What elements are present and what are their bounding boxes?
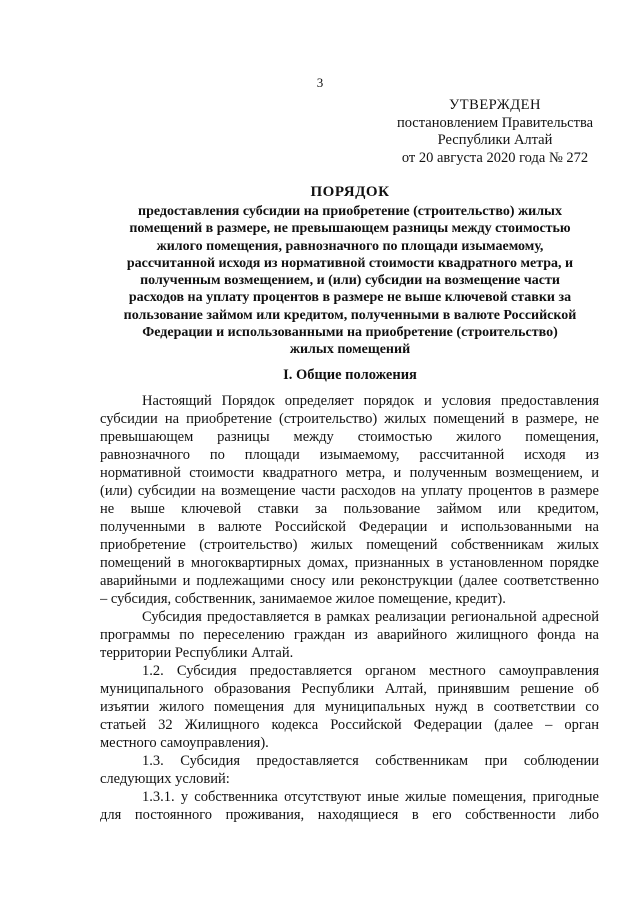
body-line: – субсидия, собственник, занимаемое жилое помещение, кредит).	[100, 591, 506, 607]
body-line: субсидии на приобретение (строительство) жилых помещений в размере, не	[100, 411, 599, 427]
subtitle-line: расходов на уплату процентов в размере не выше ключевой ставки за	[128, 290, 572, 306]
approval-line-1: УТВЕРЖДЕН	[449, 97, 541, 113]
body-line: помещений в многоквартирных домах, признанных в установленном порядке	[100, 555, 599, 571]
body-line: статьей 32 Жилищного кодекса Российской Федерации (далее – орган	[100, 717, 599, 733]
body-line: равнозначного по площади изымаемому, рассчитанной исходя из	[100, 447, 599, 463]
approval-line-4: от 20 августа 2020 года № 272	[401, 149, 589, 166]
body-line: превышающем разницы между стоимостью жилого помещения,	[100, 429, 599, 445]
body-line: (или) субсидии на возмещение части расходов на уплату процентов в размере	[100, 483, 599, 499]
subtitle-line: жилых помещений	[289, 342, 411, 358]
body-line: следующих условий:	[100, 771, 230, 787]
subtitle-line: жилого помещения, равнозначного по площади изымаемому,	[156, 238, 544, 254]
body-line: 1.3.1. у собственника отсутствуют иные жилые помещения, пригодные	[142, 789, 599, 805]
body-line: не выше ключевой ставки за пользование займом или кредитом,	[100, 501, 599, 517]
body-line: Настоящий Порядок определяет порядок и условия предоставления	[142, 393, 599, 409]
body-text	[100, 392, 599, 824]
body-line: программы по переселению граждан из аварийного жилищного фонда на	[100, 627, 599, 643]
approval-line-2: постановлением Правительства	[396, 114, 594, 131]
body-line: полученными в валюте Российской Федерации и использованными на	[100, 519, 599, 535]
body-line: приобретение (строительство) жилых помещений собственникам жилых	[100, 537, 599, 553]
body-line: 1.3. Субсидия предоставляется собственникам при соблюдении	[142, 753, 599, 769]
body-line: нормативной стоимости квадратного метра, и полученным возмещением, и	[100, 465, 599, 481]
document-title-block	[100, 183, 600, 359]
subtitle-line: пользование займом или кредитом, полученными в валюте Российской	[123, 307, 577, 323]
body-line: для постоянного проживания, находящиеся в его собственности либо	[100, 807, 599, 823]
body-line: Субсидия предоставляется в рамках реализации региональной адресной	[142, 609, 599, 625]
document-title: ПОРЯДОК	[310, 184, 390, 200]
subtitle-line: полученным возмещением, и (или) субсидии на возмещение части	[140, 273, 560, 289]
body-line: территории Республики Алтай.	[100, 645, 294, 661]
approval-stamp	[360, 97, 630, 167]
page-number: 3	[316, 75, 324, 90]
subtitle-line: Федерации и использованными на приобретение (строительство)	[142, 325, 558, 341]
subtitle-line: помещений в размере, не превышающем разницы между стоимостью	[129, 221, 571, 237]
body-line: аварийными и подлежащими сносу или реконструкции (далее соответственно	[100, 573, 599, 589]
approval-line-3: Республики Алтай	[437, 132, 553, 148]
body-line: 1.2. Субсидия предоставляется органом местного самоуправления	[142, 663, 599, 679]
subtitle-line: предоставления субсидии на приобретение (строительство) жилых	[138, 204, 562, 219]
section-heading: I. Общие положения	[283, 367, 417, 383]
body-line: местного самоуправления).	[100, 735, 269, 751]
body-line: изъятии жилого помещения для муниципальных нужд в соответствии со	[100, 699, 599, 715]
subtitle-line: рассчитанной исходя из нормативной стоимости квадратного метра, и	[126, 255, 574, 271]
body-line: муниципального образования Республики Алтай, принявшим решение об	[100, 681, 599, 697]
